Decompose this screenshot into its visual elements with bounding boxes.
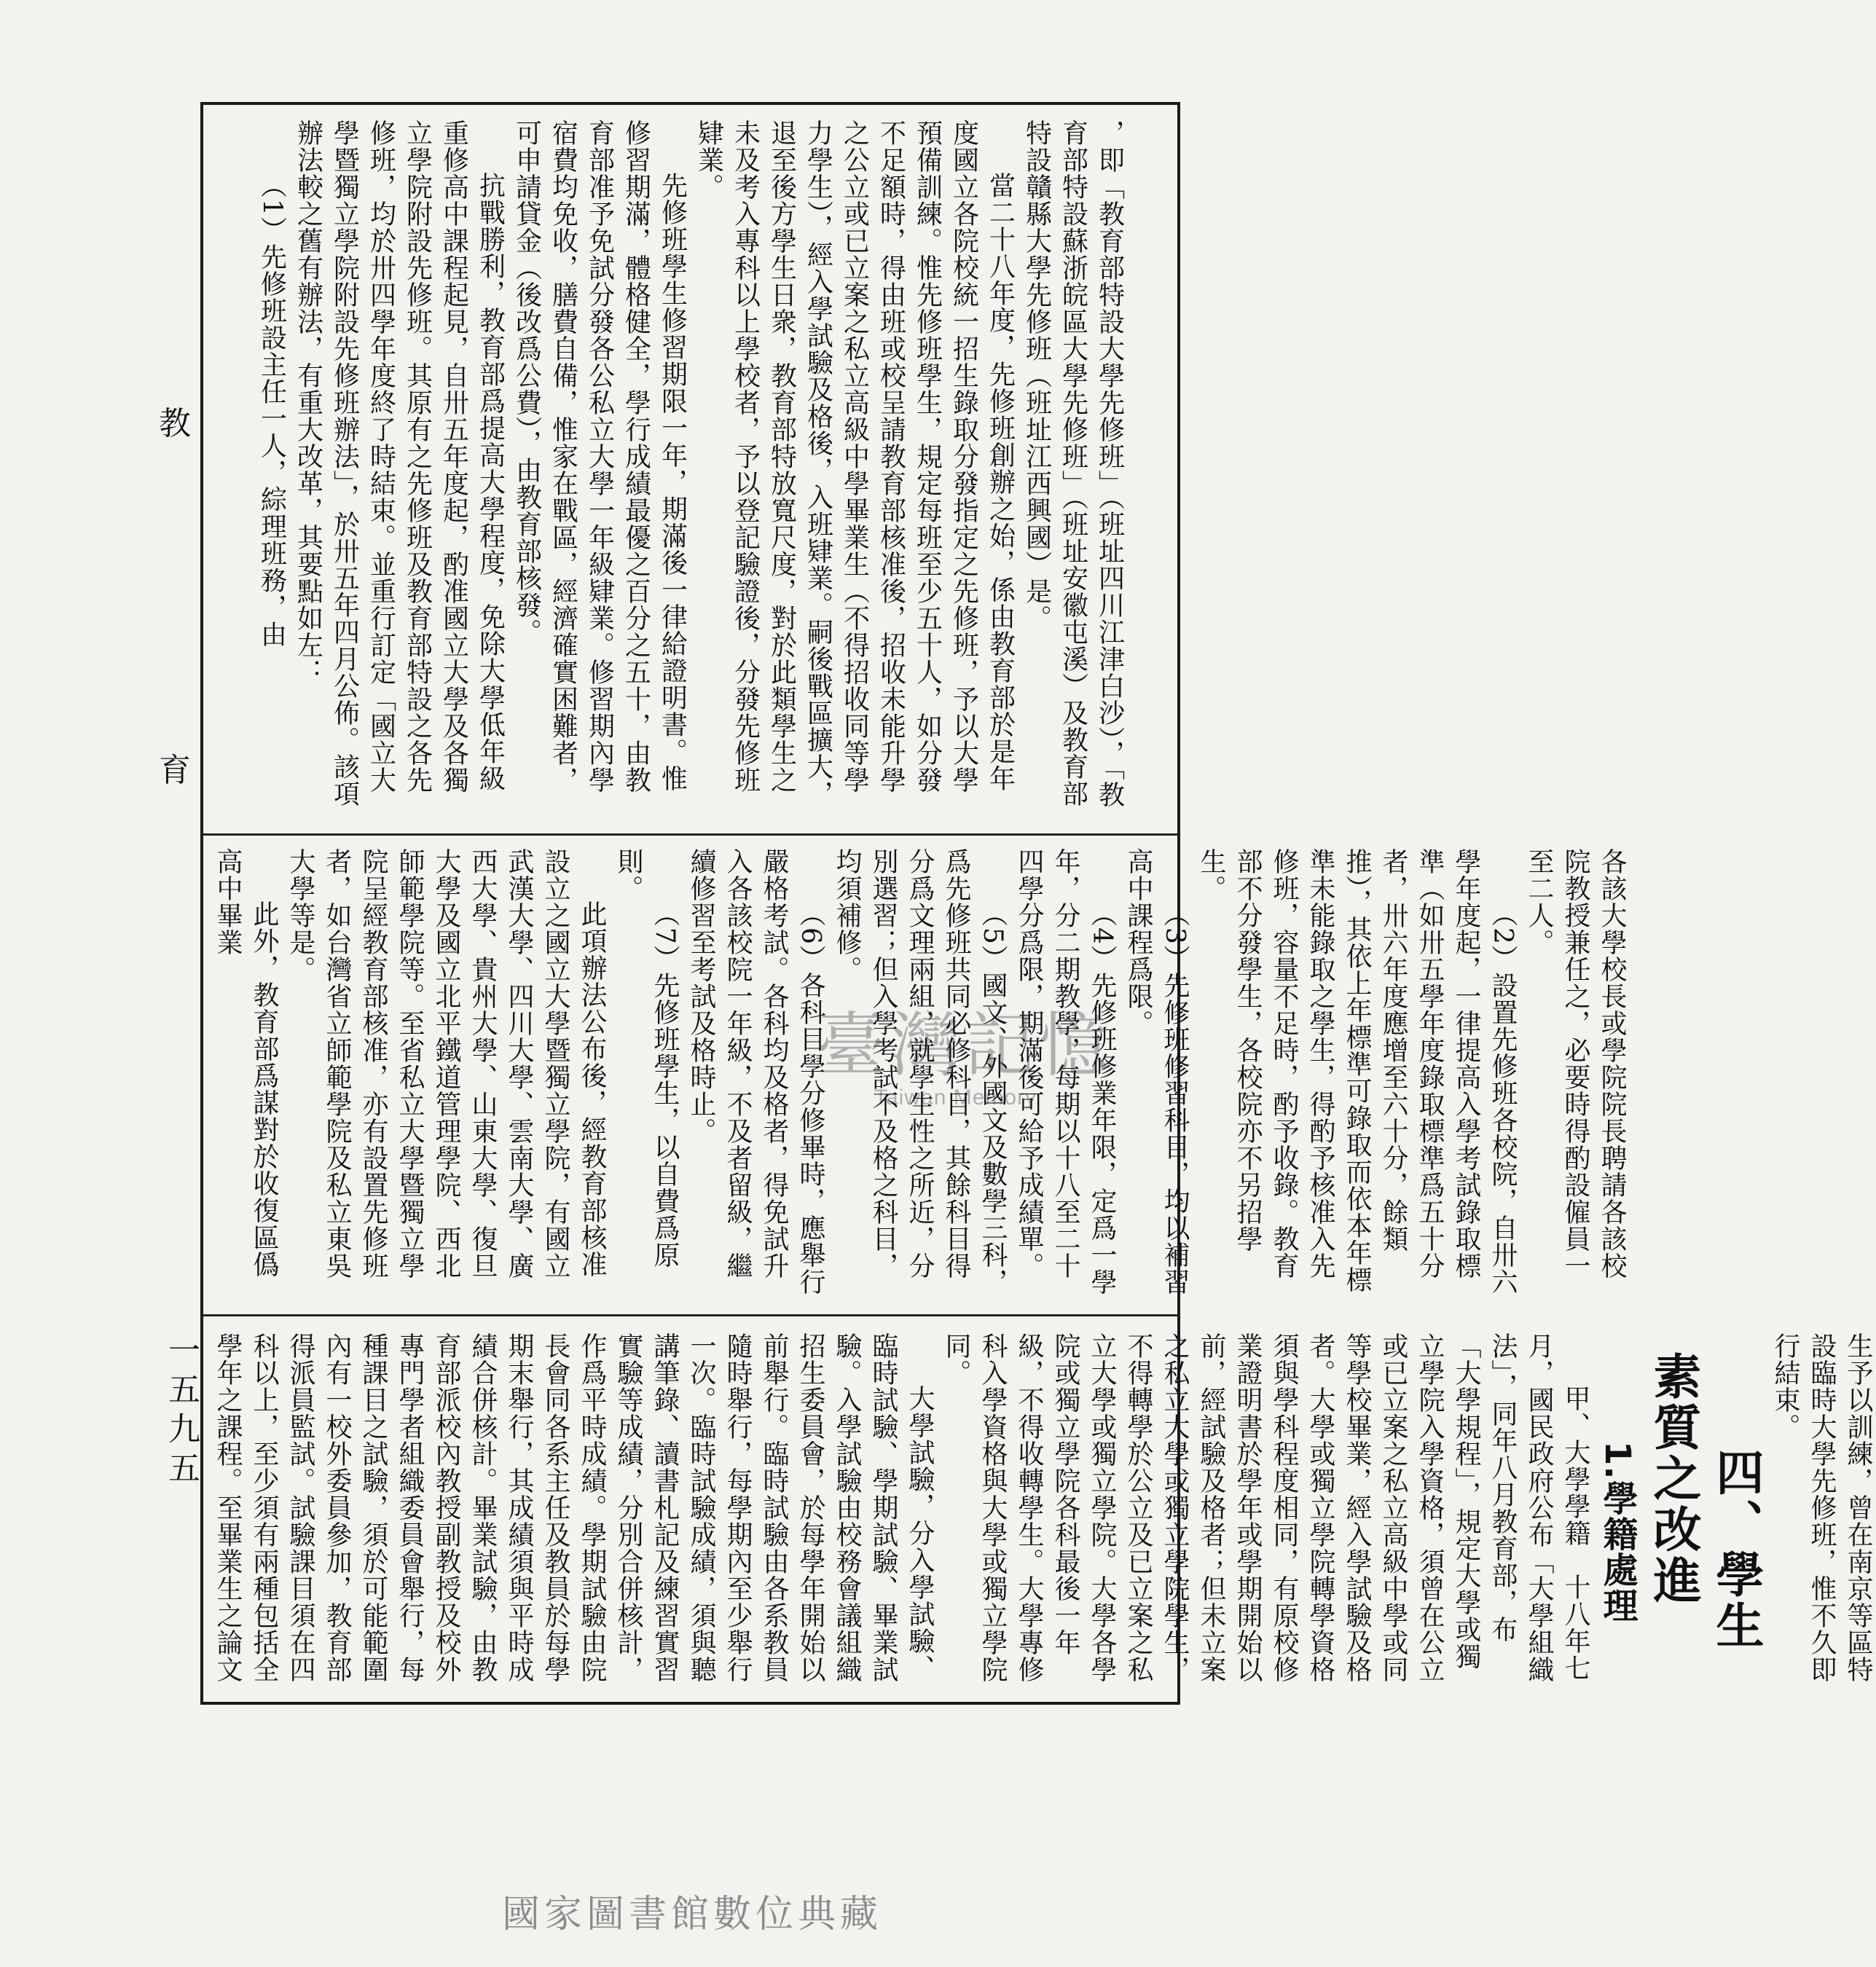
footer-credit: 國家圖書館數位典藏: [501, 1893, 882, 1936]
paragraph: 抗戰勝利，教育部爲提高大學程度，免除大學低年級重修高中課程起見，自卅五年度起，酌准國立大學及各獨立學院附設先修班。其原有之先修班及教育部特設之各先修班，均於卅四學年度終了時結束。並重行訂定「國立大學暨獨立學院附設先修班辦法」，於卅五年四月公佈。該項辦法較之舊有辦法，有重大改革，其要點如左：: [293, 119, 506, 807]
list-item: （2）設置先修班各校院，自卅六學年度起，一律提高入學考試錄取標準（如卅五學年度錄取標準爲五十分者，卅六年度應增至六十分，餘類推），其依上年標準可錄取而依本年標準未能錄取之學生，得酌予核准入先修班，容量不足時，酌予收錄。教育部不分發學生，各校院亦不另招學生。: [1196, 848, 1518, 1295]
text-column-block: [254, 119, 1128, 815]
text-band-top: [209, 119, 1171, 815]
paragraph: （1）先修班設主任一人，綜理班務，由: [256, 172, 287, 648]
running-head-char-1: 教: [159, 405, 191, 442]
running-head: [149, 405, 200, 789]
text-band-middle: [209, 848, 1627, 1296]
paragraph: 此項辦法公布後，經教育部核准設立之國立大學暨獨立學院，有國立武漢大學、四川大學、雲南大學、廣西大學、貴州大學、山東大學、復旦大學及國立北平鐵道管理學院、西北師範學院等。至省私立大學暨獨立學院呈經教育部核准，亦有設置先修班者，如台灣省立師範學院及私立東吳大學等是。: [286, 848, 607, 1279]
list-item: （4）先修班修業年限，定爲一學年，分二期教學，每期以十八至二十四學分爲限，期滿後可給予成績單。: [1014, 848, 1117, 1295]
paragraph: 甲、大學學籍 十八年七月，國民政府公布「大學組織法」，同年八月教育部，布「大學規程」，規定大學或獨立學院入學資格，須曾在公立或已立案之私立高級中學或同等學校畢業，經入學試驗及格者。大學或獨立學院轉學資格須與學科程度相同，有原校修業證明書於學年或學期開始以前，經試驗及格者；但未立案之私立大學或獨立學院學生，不得轉學於公立及已立案之私立大學或獨立學院。大學各學院或獨立學院各科最後一年級，不得收轉學生。大學專修科入學資格與大學或獨立學院同。: [941, 1332, 1590, 1683]
text-band-bottom: [209, 1332, 1873, 1689]
paragraph: 大學試驗，分入學試驗、臨時試驗、學期試驗、畢業試驗。入學試驗由校務會議組織招生委員會，於每學年開始以前舉行。臨時試驗由各系教員隨時舉行，每學期內至少舉行一次。臨時試驗成績，須與聽講筆錄、讀書札記及練習實習實驗等成績，分別合併核計，作爲平時成績。學期試驗由院長會同各系主任及教員於每學期末舉行，其成績須與平時成績合併核計。畢業試驗，由教育部派校內教授副教授及校外專門學者組織委員會舉行，每種課目之試驗，須於可能範圍內有一校外委員參加，教育部得派員監試。試驗課目須在四科以上，至少須有兩種包括全學年之課程。至畢業生之論文: [213, 1332, 935, 1683]
list-item: （5）國文、外國文及數學三科，爲先修班共同必修科目，其餘科目得分爲文理兩組，就學生性之所近，分別選習；但入學考試不及格之科目，均須補修。: [832, 848, 1008, 1295]
watermark-logo: 臺灣記憶: [816, 1005, 1113, 1086]
paragraph: 當二十八年度，先修班創辦之始，係由教育部於是年度國立各院校統一招生錄取分發指定之先修班，予以大學預備訓練。惟先修班學生，規定每班至少五十人，如分發不足額時，得由班或校呈請教育部核准後，招收未能升學之公立或已立案之私立高級中學畢業生（不得招收同等學力學生），經入學試驗及格後，入班肄業。嗣後戰區擴大，退至後方學生日衆，教育部特放寬尺度，對於此類學生之未及考入專科以上學校者，予以登記驗證後，分發先修班肄業。: [694, 119, 1016, 807]
list-item: （3）先修班修習科目，均以補習高中課程爲限。: [1123, 848, 1190, 1295]
paragraph: 此外，教育部爲謀對於收復區僞高中畢業: [213, 848, 279, 1278]
page-number: 一五九五: [162, 1333, 200, 1491]
band-divider: [203, 1314, 1177, 1316]
paragraph: 生予以訓練，曾在南京等區特設臨時大學先修班，惟不久即行結束。: [1770, 1332, 1873, 1683]
list-item: （7）先修班學生，以自費爲原則。: [613, 848, 680, 1268]
band-divider: [203, 833, 1177, 836]
text-frame: [200, 102, 1873, 1705]
paragraph: 各該大學校長或學院院長聘請各該校院教授兼任之，必要時得酌設僱員一至二人。: [1524, 848, 1627, 1279]
paragraph: 先修班學生修習期限一年，期滿後一律給證明書。惟修習期滿，體格健全，學行成績最優之百分之五十，由教育部准予免試分發各公私立大學一年級肄業。修習期內學宿費均免收，膳費自備，惟家在戰區，經濟確實困難者，可申請貸金（後改爲公費），由教育部核發。: [511, 119, 688, 793]
running-head-char-2: 育: [159, 752, 191, 789]
sub-title: 1.學籍處理: [1597, 1440, 1638, 1623]
list-item: （6）各科目學分修畢時，應舉行嚴格考試。各科均及格者，得免試升入各該校院一年級，不及者留級，繼續修習至考試及格時止。: [686, 848, 825, 1295]
text-column-block: [209, 1332, 1876, 1689]
section-title: 四、學生素質之改進: [1645, 1351, 1764, 1652]
watermark-caption: Taiwan Memory: [874, 1085, 1037, 1110]
paragraph: ，即「教育部特設大學先修班」（班址四川江津白沙），「教育部特設蘇浙皖區大學先修班」（班址安徽屯溪）及教育部特設贛縣大學先修班（班址江西興國）是。: [1021, 119, 1125, 808]
text-column-block: [209, 848, 1630, 1296]
